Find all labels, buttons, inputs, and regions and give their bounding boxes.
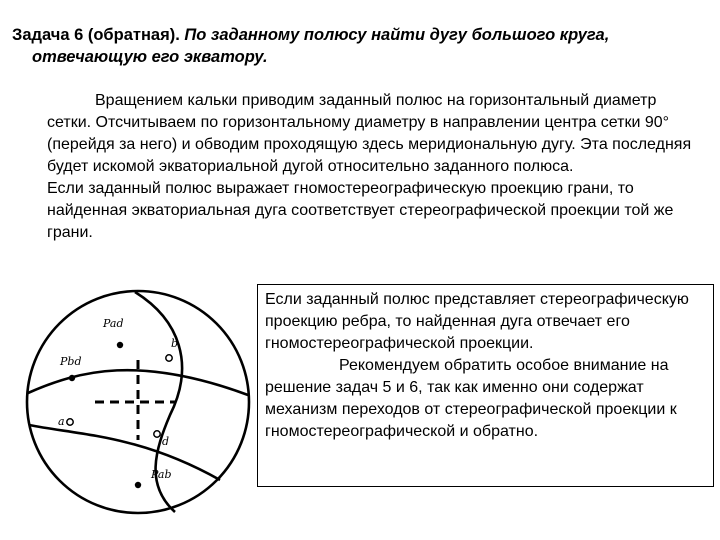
label-pad: Pad [103,317,124,330]
solution-paragraph-2: Если заданный полюс выражает гномостереографическую проекцию грани, то найденная экваториальная дуга соответствует стереографической проекции той же грани. [47,180,674,241]
point-b [166,355,172,361]
stereographic-net-figure [20,285,260,533]
point-a [67,419,73,425]
pole-pab-point [135,482,141,488]
label-d: d [162,435,170,448]
pole-pbd-point [69,375,75,381]
solution-description [47,90,697,244]
stereographic-net-drawing [20,285,260,533]
problem-task-line1: По заданному полюсу найти дугу большого круга, [179,26,610,44]
great-circle-arc-lower [29,425,220,480]
primitive-circle [27,291,249,513]
problem-task-line2: отвечающую его экватору. [32,48,268,66]
point-d [154,431,160,437]
note-paragraph-2: Рекомендуем обратить особое внимание на решение задач 5 и 6, так как именно они содержат механизм переходов от стереографической проекции к гномостереографической и обратно. [265,357,677,440]
note-box [257,284,714,487]
label-pab: Pab [151,468,172,481]
label-a: a [58,415,65,428]
problem-title [12,24,712,68]
pole-pad-point [117,342,123,348]
solution-paragraph-1: Вращением кальки приводим заданный полюс на горизонтальный диаметр сетки. Отсчитываем по горизонтальному диаметру в направлении центра сетки 90° (перейдя за него) и обводим проходящую здесь меридиональную дугу. Эта последняя будет искомой экваториальной дугой относительно заданного полюса. [47,92,692,175]
label-pbd: Pbd [60,355,82,368]
label-b: b [171,337,179,350]
problem-number: Задача 6 (обратная). [12,26,180,44]
note-paragraph-1: Если заданный полюс представляет стереографическую проекцию ребра, то найденная дуга отвечает его гномостереографической проекции. [265,291,689,352]
